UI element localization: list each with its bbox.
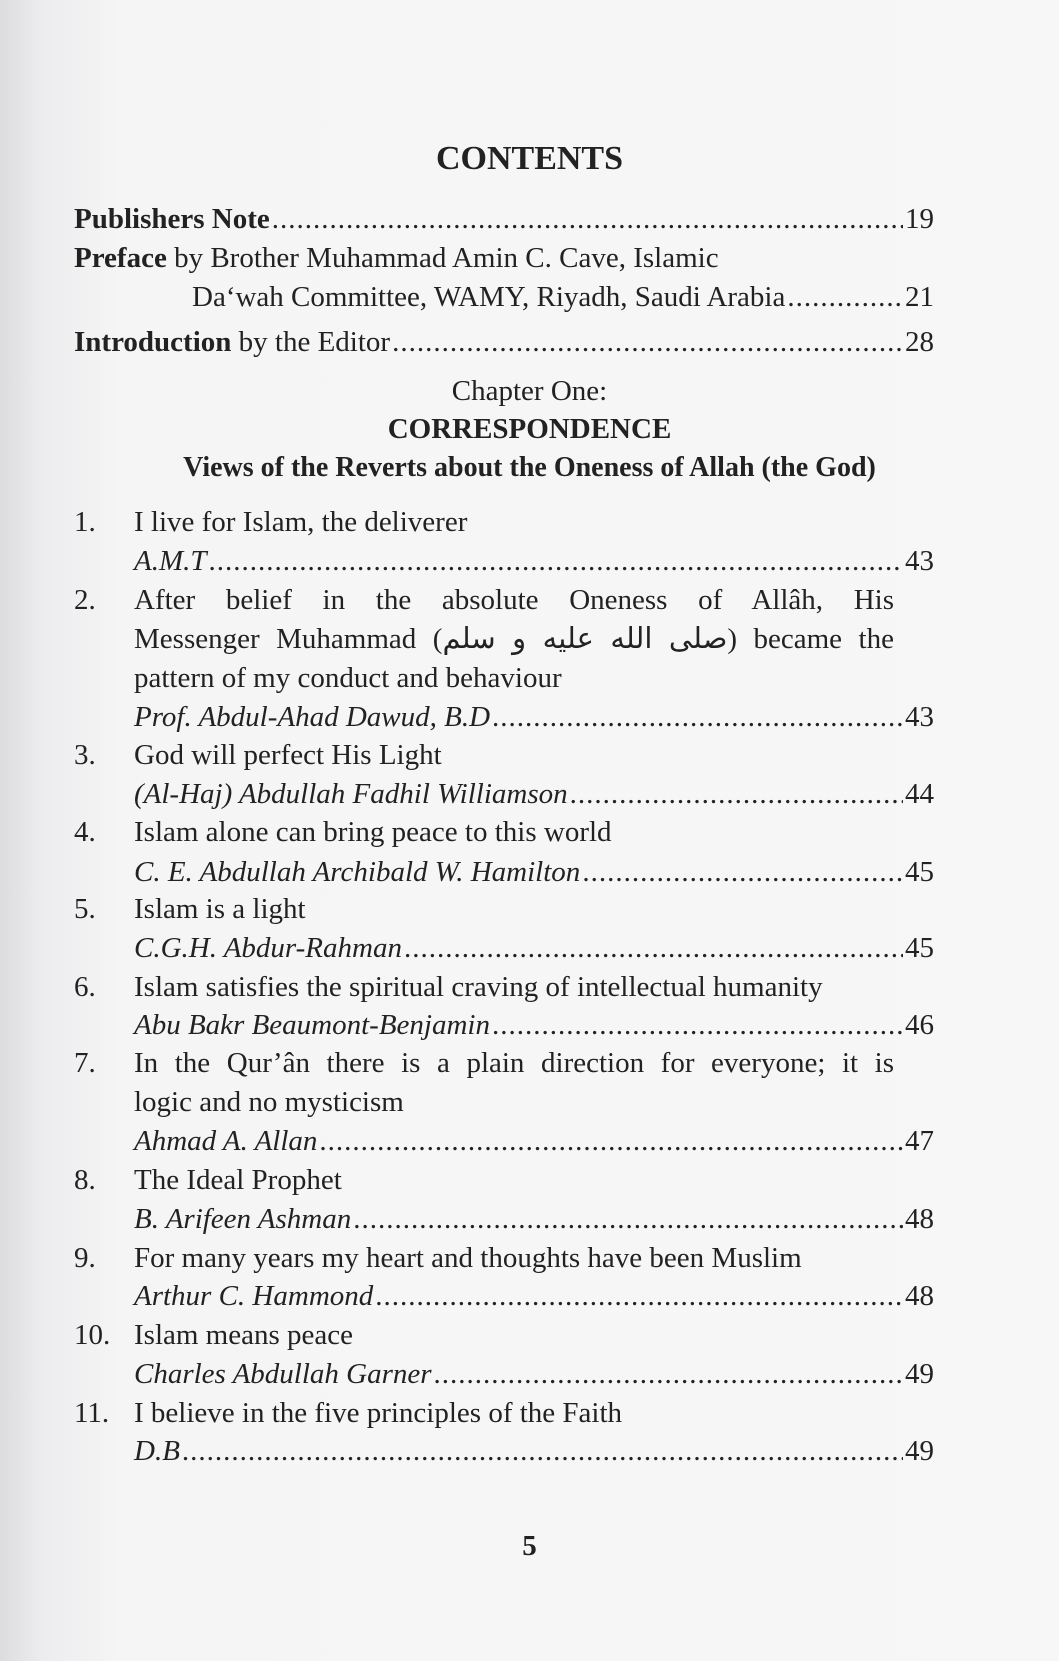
item-author-row[interactable] <box>134 855 934 889</box>
item-author: C. E. Abdullah Archibald W. Hamilton <box>134 856 581 888</box>
item-author: C.G.H. Abdur-Rahman <box>134 932 402 964</box>
item-author: B. Arifeen Ashman <box>134 1203 352 1235</box>
dot-leader <box>319 1124 903 1158</box>
entry-subtitle: by the Editor <box>231 326 391 358</box>
entry-page: 28 <box>905 326 934 358</box>
item-author: Prof. Abdul-Ahad Dawud, B.D <box>134 701 491 733</box>
item-number: 6. <box>74 971 96 1003</box>
item-author-row[interactable] <box>134 1357 934 1391</box>
item-author-row[interactable] <box>134 1202 934 1236</box>
dot-leader <box>570 777 903 811</box>
dot-leader <box>492 1008 903 1042</box>
item-author-row[interactable] <box>134 1434 934 1468</box>
entry-title: Preface <box>74 242 167 274</box>
item-number: 9. <box>74 1242 96 1274</box>
item-title-line[interactable]: For many years my heart and thoughts have been Muslim <box>134 1242 802 1274</box>
entry-page: 19 <box>905 203 934 235</box>
item-title-line[interactable]: pattern of my conduct and behaviour <box>134 662 562 694</box>
entry-subtitle: by Brother Muhammad Amin C. Cave, Islamic <box>166 242 719 274</box>
item-author: Arthur C. Hammond <box>134 1280 374 1312</box>
item-title-line[interactable]: The Ideal Prophet <box>134 1164 342 1196</box>
item-author: Ahmad A. Allan <box>134 1125 318 1157</box>
item-page: 44 <box>905 778 934 810</box>
item-page: 43 <box>905 545 934 577</box>
toc-entry-introduction[interactable] <box>74 325 934 359</box>
dot-leader <box>404 931 903 965</box>
toc-entry-preface-cont <box>192 280 934 314</box>
dot-leader <box>182 1434 903 1468</box>
item-author-row[interactable] <box>134 1008 934 1042</box>
item-title-line[interactable]: I live for Islam, the deliverer <box>134 506 468 538</box>
item-author-row[interactable] <box>134 777 934 811</box>
toc-entry-publishers-note[interactable] <box>74 202 934 236</box>
dot-leader <box>434 1357 903 1391</box>
item-author-row[interactable] <box>134 1279 934 1313</box>
dot-leader <box>272 202 903 236</box>
item-number: 7. <box>74 1047 96 1079</box>
chapter-label: Chapter One: <box>451 375 608 407</box>
item-page: 47 <box>905 1125 934 1157</box>
chapter-title: CORRESPONDENCE <box>387 413 672 445</box>
entry-title: Publishers Note <box>74 203 270 235</box>
item-title-line[interactable]: Messenger Muhammad (صلى الله عليه و سلم) became the <box>134 623 894 655</box>
dot-leader <box>492 700 903 734</box>
item-author: Abu Bakr Beaumont-Benjamin <box>134 1009 490 1041</box>
item-author-row[interactable] <box>134 931 934 965</box>
item-number: 11. <box>74 1397 110 1429</box>
item-title-line[interactable]: After belief in the absolute Oneness of Allâh, His <box>134 584 894 616</box>
entry-page: 21 <box>905 281 934 313</box>
item-page: 48 <box>905 1203 934 1235</box>
toc-entry-preface[interactable] <box>74 241 719 275</box>
item-number: 4. <box>74 816 96 848</box>
dot-leader <box>353 1202 903 1236</box>
item-page: 45 <box>905 932 934 964</box>
item-page: 49 <box>905 1435 934 1467</box>
item-title-line[interactable]: I believe in the five principles of the Faith <box>134 1397 623 1429</box>
item-page: 49 <box>905 1358 934 1390</box>
chapter-subtitle: Views of the Reverts about the Oneness of Allah (the God) <box>183 452 876 483</box>
item-title-line[interactable]: In the Qur’ân there is a plain direction for everyone; it is <box>134 1047 894 1079</box>
item-number: 2. <box>74 584 96 616</box>
dot-leader <box>582 855 903 889</box>
item-page: 48 <box>905 1280 934 1312</box>
item-number: 5. <box>74 893 96 925</box>
dot-leader <box>375 1279 903 1313</box>
item-number: 8. <box>74 1164 96 1196</box>
item-number: 1. <box>74 506 96 538</box>
item-author: Charles Abdullah Garner <box>134 1358 432 1390</box>
item-author: (Al-Haj) Abdullah Fadhil Williamson <box>134 778 568 810</box>
item-page: 46 <box>905 1009 934 1041</box>
item-author-row[interactable] <box>134 544 934 578</box>
entry-subtitle-cont: Da‘wah Committee, WAMY, Riyadh, Saudi Arabia <box>192 281 786 313</box>
item-title-line[interactable]: Islam satisfies the spiritual craving of intellectual humanity <box>134 971 823 1003</box>
item-author: D.B <box>134 1435 180 1467</box>
contents-title: CONTENTS <box>435 140 624 177</box>
item-title-line[interactable]: Islam alone can bring peace to this world <box>134 816 612 848</box>
item-title-line[interactable]: Islam is a light <box>134 893 306 925</box>
item-number: 10. <box>74 1319 111 1351</box>
item-author: A.M.T <box>134 545 207 577</box>
item-author-row[interactable] <box>134 700 934 734</box>
item-page: 43 <box>905 701 934 733</box>
item-number: 3. <box>74 739 96 771</box>
dot-leader <box>787 280 903 314</box>
item-title-line[interactable]: God will perfect His Light <box>134 739 442 771</box>
entry-title: Introduction <box>74 326 232 358</box>
dot-leader <box>392 325 903 359</box>
item-title-line[interactable]: Islam means peace <box>134 1319 354 1351</box>
item-page: 45 <box>905 856 934 888</box>
dot-leader <box>209 544 904 578</box>
page-number: 5 <box>522 1530 537 1562</box>
item-author-row[interactable] <box>134 1124 934 1158</box>
item-title-line[interactable]: logic and no mysticism <box>134 1086 404 1118</box>
